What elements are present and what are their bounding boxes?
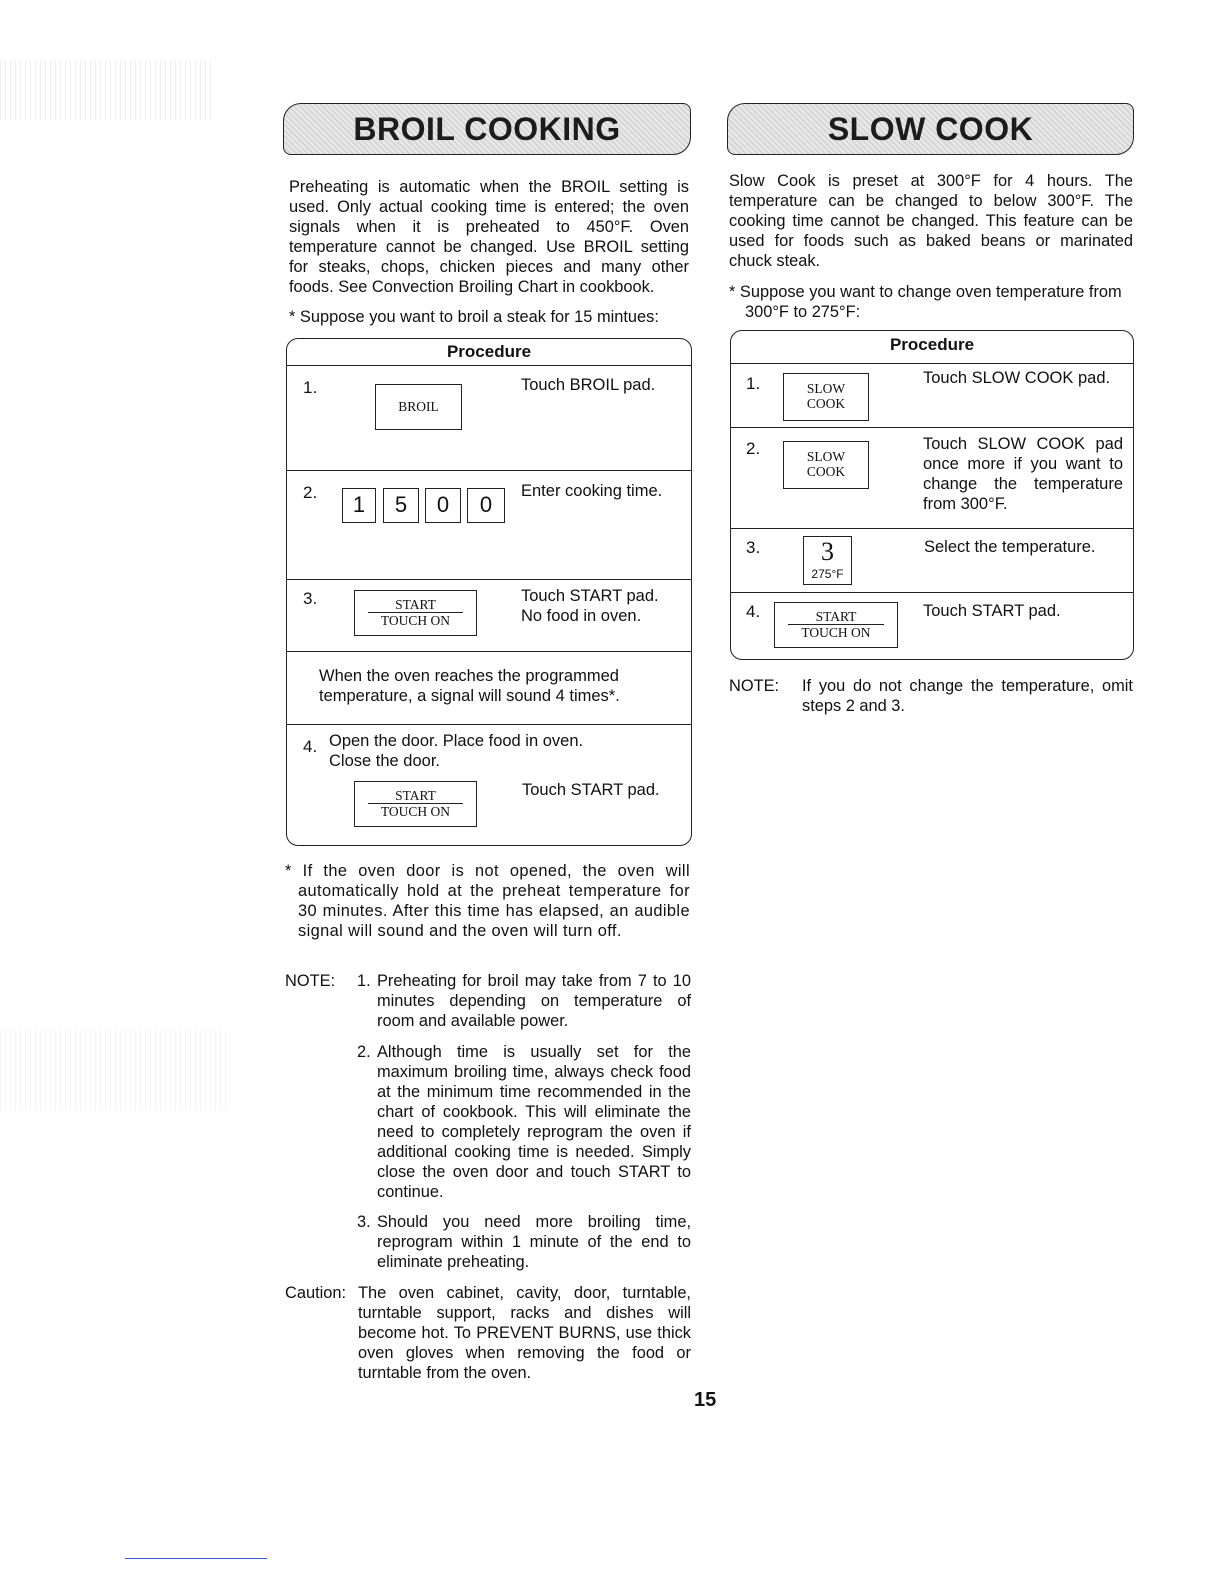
step-text: Touch BROIL pad. <box>521 376 656 394</box>
broil-title-banner <box>283 103 691 155</box>
slow-step-4 <box>731 593 1133 657</box>
slow-step-1 <box>731 364 1133 428</box>
slow-cook-example: * Suppose you want to change oven temperature from 300°F to 275°F: <box>729 283 1122 321</box>
digit-pad[interactable]: 5 <box>383 488 419 523</box>
slow-cook-pad[interactable]: SLOW COOK <box>783 373 869 421</box>
broil-title: BROIL COOKING <box>353 110 621 147</box>
step-text: Touch START pad. <box>522 781 660 799</box>
broil-step-3 <box>287 580 691 652</box>
broil-step-1 <box>287 366 691 471</box>
step-number: 4. <box>303 737 318 756</box>
slow-cook-title: SLOW COOK <box>827 110 1034 147</box>
step-text: Select the temperature. <box>924 538 1096 556</box>
step-text: Touch SLOW COOK pad once more if you want to change the temperature from 300°F. <box>923 435 1123 513</box>
page-number: 15 <box>694 1389 717 1411</box>
temperature-pad-3[interactable]: 3 275°F <box>803 536 852 585</box>
note-label: NOTE: <box>285 972 336 990</box>
step-number: 2. <box>746 439 761 458</box>
step-number: 3. <box>303 589 318 608</box>
slow-cook-procedure-panel <box>730 330 1134 660</box>
step-text: Touch SLOW COOK pad. <box>923 369 1111 387</box>
broil-step-4: 4. Open the door. Place food in oven. Close the door. START TOUCH ON Touch START pad. <box>287 725 691 843</box>
step-number: 1. <box>303 378 318 397</box>
caution-text: The oven cabinet, cavity, door, turntable, turntable support, racks and dishes will become hot. To PREVENT BURNS, use thick oven gloves when removing the food or turntable from the oven. <box>358 1284 691 1382</box>
start-pad[interactable]: START TOUCH ON <box>354 590 477 636</box>
digit-pad[interactable]: 0 <box>467 488 505 523</box>
slow-cook-title-banner <box>727 103 1134 155</box>
procedure-heading: Procedure <box>287 339 691 366</box>
broil-intro: Preheating is automatic when the BROIL setting is used. Only actual cooking time is entered; the oven signals when it is preheated to 450°F. Oven temperature cannot be changed. Use BROIL setting for steaks, chops, chicken pieces and many other foods. See Convection Broiling Chart in cookbook. <box>289 178 689 296</box>
slow-note-text: If you do not change the temperature, omit steps 2 and 3. <box>802 677 1133 715</box>
scan-line <box>125 1558 267 1559</box>
note-item-1: 1. Preheating for broil may take from 7 to 10 minutes depending on temperature of room and available power. <box>357 972 691 1030</box>
digit-pad[interactable]: 1 <box>342 488 376 523</box>
digit-pad[interactable]: 0 <box>425 488 461 523</box>
start-pad[interactable]: START TOUCH ON <box>354 781 477 827</box>
step-text: Enter cooking time. <box>521 482 663 500</box>
slow-note-label: NOTE: <box>729 677 780 695</box>
scan-noise <box>0 1030 230 1110</box>
start-pad[interactable]: START TOUCH ON <box>774 602 898 648</box>
step-number: 1. <box>746 374 761 393</box>
broil-example: * Suppose you want to broil a steak for 15 mintues: <box>289 308 659 326</box>
broil-footnote: * If the oven door is not opened, the oven will automatically hold at the preheat temperature for 30 minutes. After this time has elapsed, an audible signal will sound and the oven will turn off. <box>285 862 690 940</box>
step-number: 4. <box>746 602 761 621</box>
broil-procedure-panel <box>286 338 692 846</box>
note-item-3: 3. Should you need more broiling time, reprogram within 1 minute of the end to eliminate preheating. <box>357 1213 691 1271</box>
step-number: 2. <box>303 483 318 502</box>
broil-pad[interactable]: BROIL <box>375 384 462 430</box>
step-number: 3. <box>746 538 761 557</box>
step-text: Touch START pad. No food in oven. <box>521 587 659 625</box>
slow-step-3 <box>731 529 1133 593</box>
scan-noise <box>0 60 215 120</box>
broil-preheat-info: When the oven reaches the programmed temperature, a signal will sound 4 times*. <box>287 652 691 725</box>
slow-cook-intro: Slow Cook is preset at 300°F for 4 hours. The temperature can be changed to below 300°F. The cooking time cannot be changed. This feature can be used for foods such as baked beans or marinated chuck steak. <box>729 172 1133 270</box>
caution-label: Caution: <box>285 1284 347 1302</box>
step-text: Touch START pad. <box>923 602 1061 620</box>
note-item-2: 2. Although time is usually set for the maximum broiling time, always check food at the minimum time recommended in the chart of cookbook. This will eliminate the need to completely reprogram the oven if additional cooking time is needed. Simply close the oven door and touch START to continue. <box>357 1043 691 1201</box>
slow-step-2 <box>731 428 1133 529</box>
broil-step-2 <box>287 471 691 580</box>
slow-cook-pad[interactable]: SLOW COOK <box>783 441 869 489</box>
procedure-heading: Procedure <box>731 331 1133 364</box>
